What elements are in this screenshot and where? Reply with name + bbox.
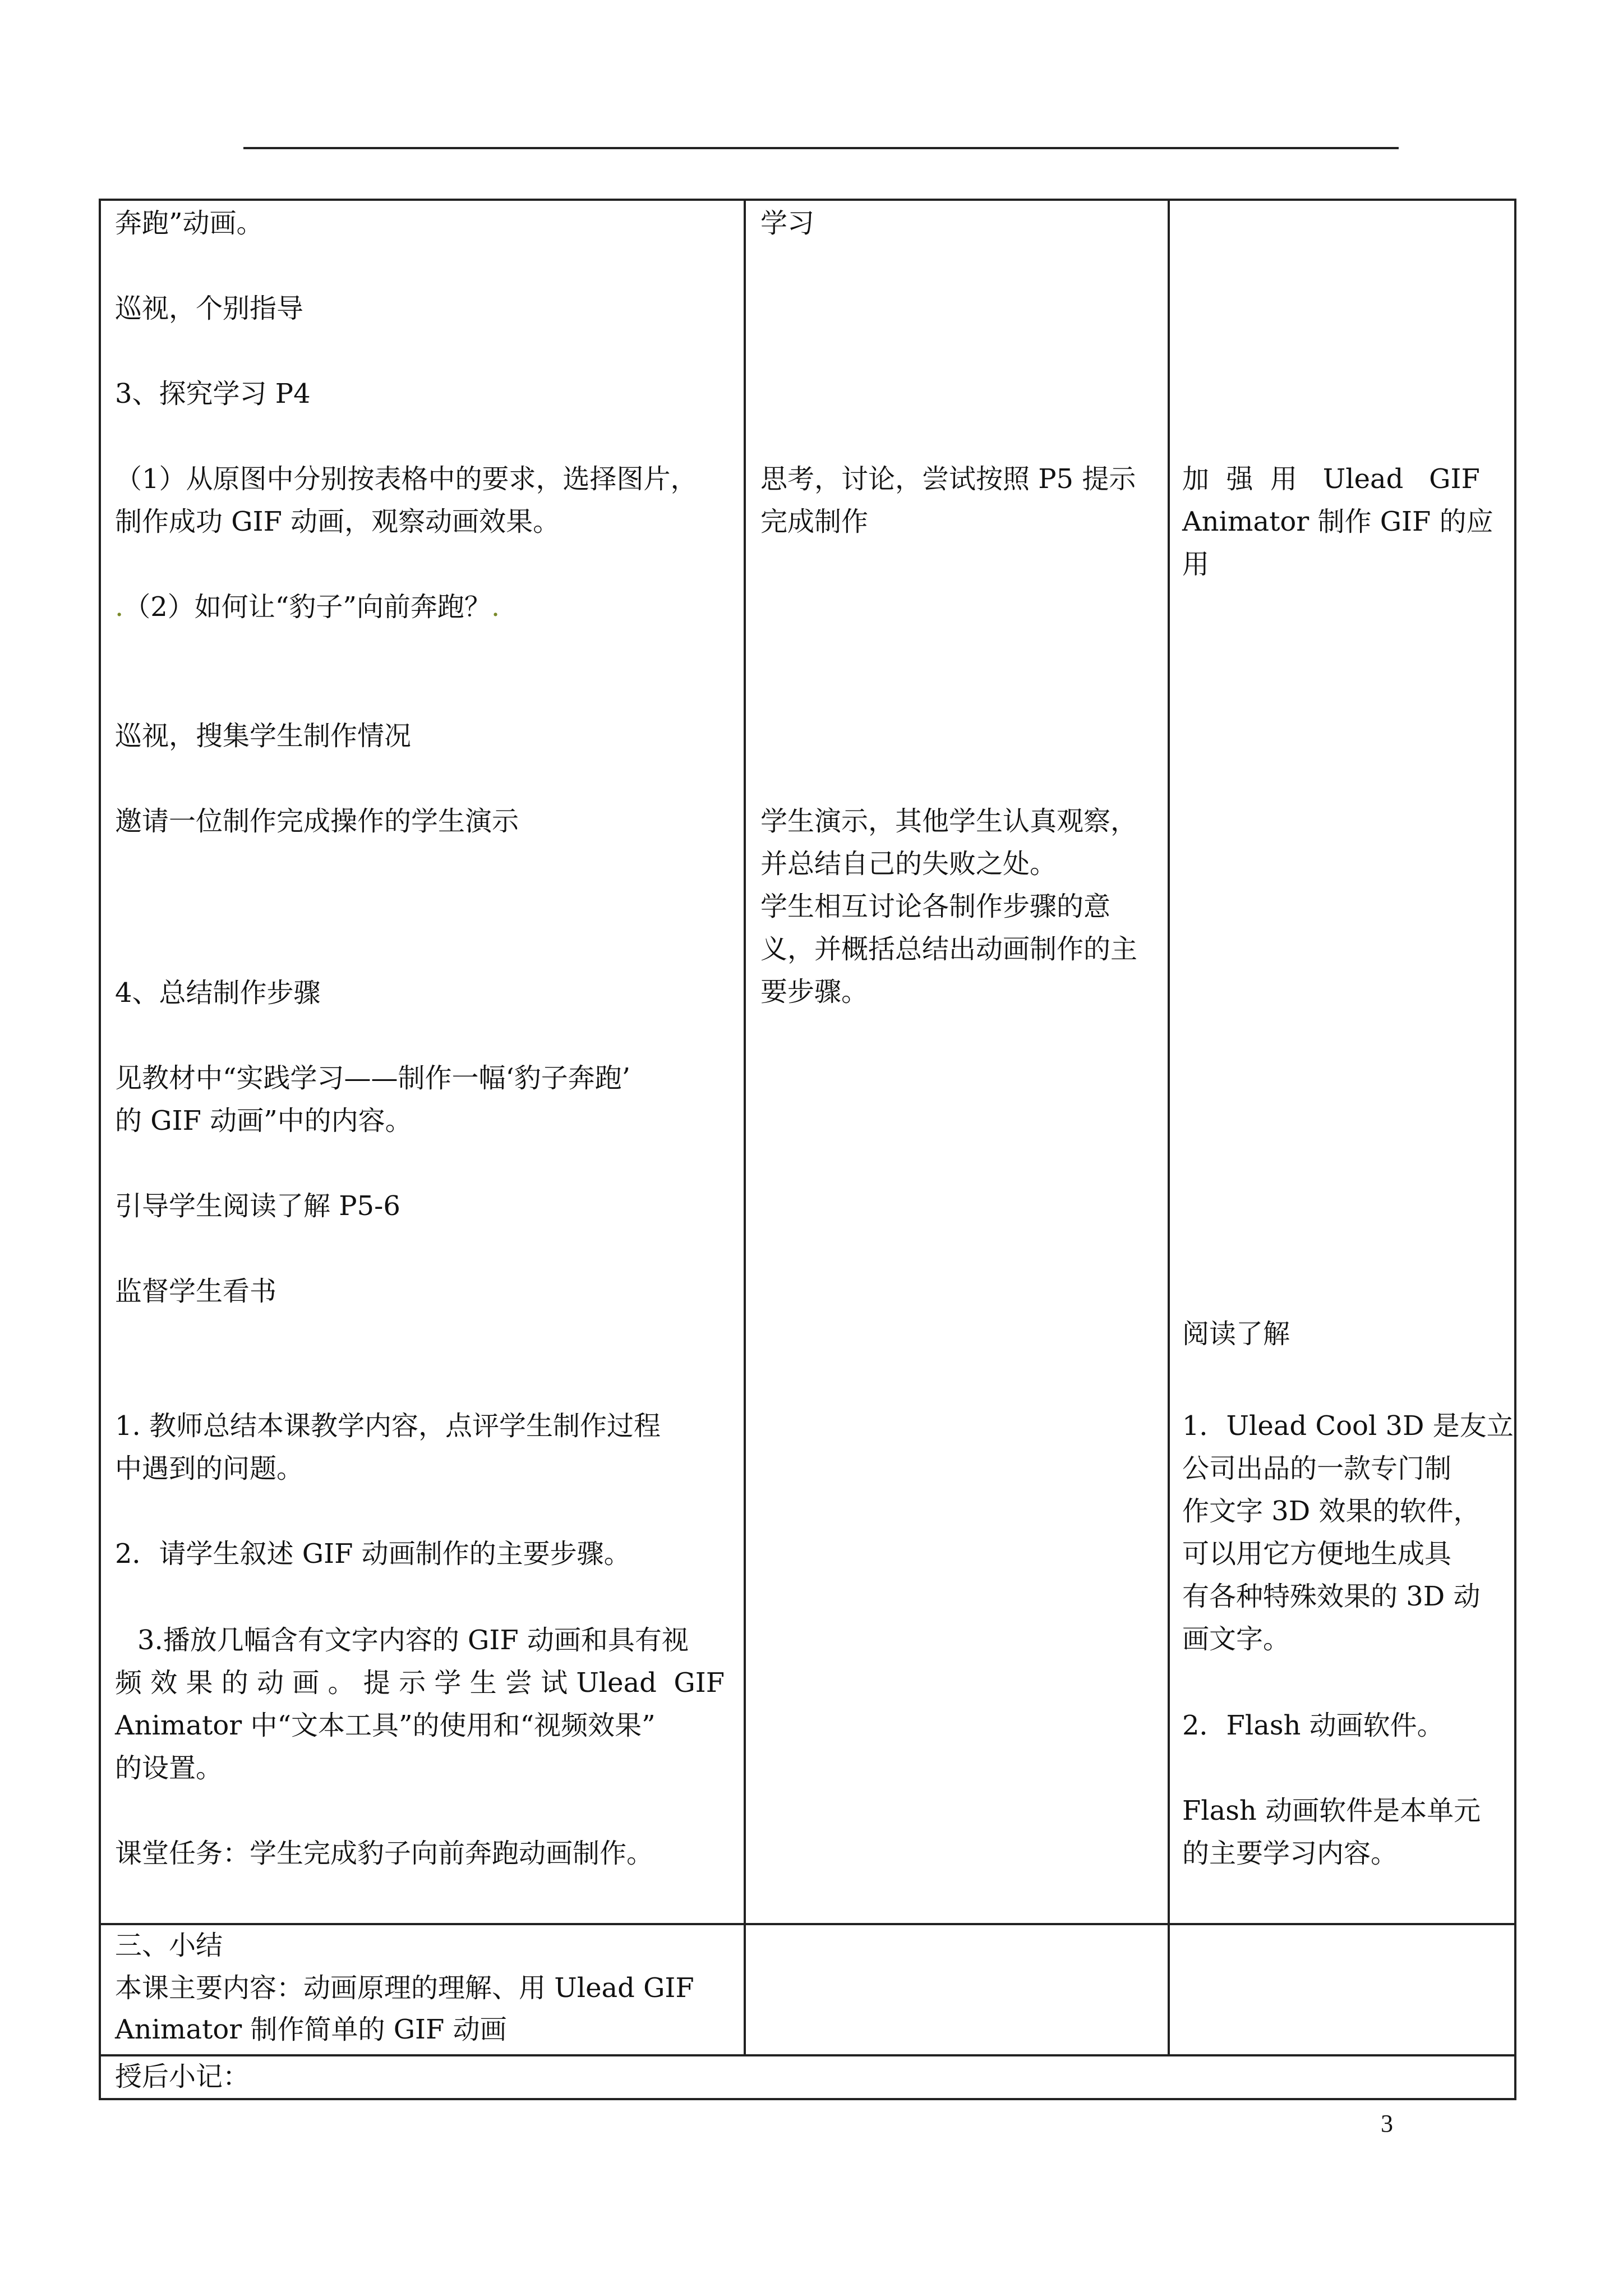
text-line: 监督学生看书: [115, 1276, 277, 1307]
table-left-border: [99, 199, 101, 2100]
text-line: 加 强 用 Ulead GIF: [1182, 463, 1480, 495]
ink-dot: .: [491, 591, 500, 623]
text-line: 要步骤。: [760, 976, 869, 1007]
text-line: 4、总结制作步骤: [115, 977, 321, 1009]
text-line: 本课主要内容：动画原理的理解、用 Ulead GIF: [115, 1972, 694, 2004]
text-line: 见教材中“实践学习——制作一幅‘豹子奔跑’: [115, 1062, 631, 1094]
text-line: 的主要学习内容。: [1182, 1838, 1398, 1869]
text-line: 制作成功 GIF 动画，观察动画效果。: [115, 506, 560, 537]
text-line: 完成制作: [760, 506, 869, 537]
table-row-divider-2: [99, 2054, 1516, 2056]
text-line: 有各种特殊效果的 3D 动: [1182, 1581, 1481, 1612]
text-line: 学生相互讨论各制作步骤的意: [760, 891, 1111, 922]
table-col-divider-1: [744, 199, 746, 2055]
text-line: 的 GIF 动画”中的内容。: [115, 1105, 412, 1137]
table-bottom-border: [99, 2098, 1516, 2100]
text-line: 公司出品的一款专门制: [1182, 1453, 1452, 1484]
text-line: 的设置。: [115, 1752, 223, 1784]
text-line: 引导学生阅读了解 P5-6: [115, 1190, 400, 1222]
ink-dot: .: [115, 591, 124, 623]
text-line: 并总结自己的失败之处。: [760, 848, 1057, 880]
text-line: 学习: [760, 208, 815, 239]
text-line: 1. 教师总结本课教学内容，点评学生制作过程: [115, 1410, 661, 1442]
text-line: 1．Ulead Cool 3D 是友立: [1182, 1410, 1514, 1442]
text-line: Animator 制作 GIF 的应: [1182, 506, 1493, 537]
text-line: 阅读了解: [1182, 1318, 1290, 1350]
text-line: （1）从原图中分别按表格中的要求，选择图片，: [115, 463, 698, 495]
text-line: [115, 586, 500, 628]
table-row-divider-1: [99, 1923, 1516, 1925]
text-line: 奔跑”动画。: [115, 208, 264, 239]
text-line: 频 效 果 的 动 画 。 提 示 学 生 尝 试 Ulead GIF: [115, 1667, 725, 1699]
post-class-notes-label: 授后小记：: [115, 2061, 250, 2092]
text-line: 义，并概括总结出动画制作的主: [760, 933, 1138, 965]
text-line: 思考，讨论，尝试按照 P5 提示: [760, 463, 1136, 495]
question-text: （2）如何让“豹子”向前奔跑？: [123, 591, 491, 623]
text-line: 2．请学生叙述 GIF 动画制作的主要步骤。: [115, 1538, 631, 1570]
text-line: Animator 中“文本工具”的使用和“视频效果”: [115, 1710, 656, 1741]
text-line: 画文字。: [1182, 1623, 1290, 1655]
text-line: 巡视，个别指导: [115, 293, 304, 324]
page-number: 3: [1381, 2110, 1393, 2137]
text-line: 课堂任务：学生完成豹子向前奔跑动画制作。: [115, 1838, 654, 1869]
text-line: 学生演示，其他学生认真观察，: [760, 806, 1138, 837]
text-line: 中遇到的问题。: [115, 1453, 304, 1484]
text-line: 3、探究学习 P4: [115, 378, 311, 409]
table-top-border: [99, 199, 1516, 201]
section-heading: 三、小结: [115, 1930, 223, 1961]
header-rule: [243, 147, 1399, 149]
table-col-divider-2: [1168, 199, 1170, 2055]
table-right-border: [1514, 199, 1516, 2100]
text-line: 2．Flash 动画软件。: [1182, 1710, 1444, 1741]
text-line: 3.播放几幅含有文字内容的 GIF 动画和具有视: [137, 1625, 689, 1656]
text-line: 邀请一位制作完成操作的学生演示: [115, 806, 519, 837]
text-line: 作文字 3D 效果的软件，: [1182, 1496, 1481, 1527]
text-line: 用: [1182, 549, 1210, 580]
text-line: 巡视，搜集学生制作情况: [115, 720, 412, 752]
text-line: 可以用它方便地生成具: [1182, 1538, 1452, 1570]
text-line: Flash 动画软件是本单元: [1182, 1795, 1481, 1826]
text-line: Animator 制作简单的 GIF 动画: [115, 2014, 507, 2045]
